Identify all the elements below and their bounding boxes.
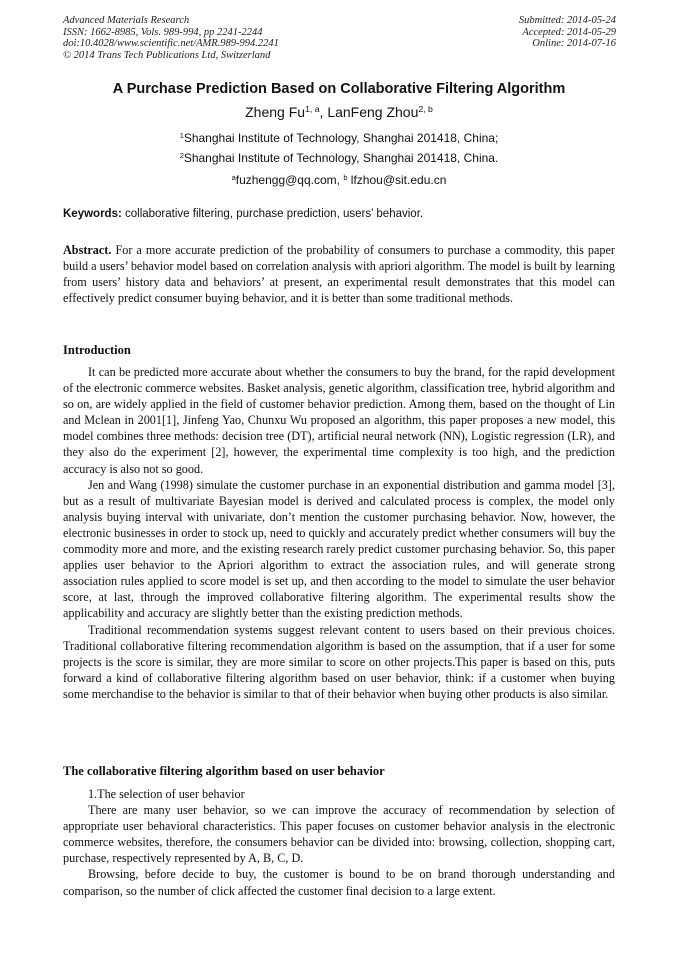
affiliation-2-text: Shanghai Institute of Technology, Shanghai 201418, China.	[183, 151, 499, 165]
doi: doi:10.4028/www.scientific.net/AMR.989-994.2241	[63, 38, 279, 49]
issn: ISSN: 1662-8985, Vols. 989-994, pp 2241-2244	[63, 26, 263, 38]
abstract-label: Abstract.	[63, 243, 112, 257]
author-separator: ,	[319, 104, 328, 120]
author-emails	[0, 173, 678, 187]
intro-paragraph-3: Traditional recommendation systems suggest relevant content to users based on their previous choices. Traditional collaborative filtering recommendation algorithm is based on the assumption, that if a user for some projects is the score is similar, they are more similar to score on other projects.This paper is based on this, puts forward a kind of collaborative filtering algorithm based on user behavior, think: if a customer when buying some merchandise to the behavior is similar to that of their behavior when buying other products is also similar.	[63, 622, 615, 701]
publication-dates	[519, 15, 616, 50]
journal-info	[63, 15, 279, 61]
introduction-body	[63, 364, 615, 702]
email-a-marker: a	[231, 172, 236, 182]
intro-paragraph-1: It can be predicted more accurate about whether the consumers to buy the brand, for the rapid development of the electronic commerce websites. Basket analysis, genetic algorithm, classification tree, hybrid algorithm and so on, are widely applied in the field of customer behavior prediction. Among them, based on the thought of Lin and Mclean in 2001[1], Jinfeng Yao, Chunxu Wu proposed an algorithm, this paper proposes a new model, this model combines three methods: decision tree (DT), artificial neural network (NN), Logistic regression (LR), and they also do the experiment [2], however, the experimental time complexity is too high, and the prediction accuracy is also not so good.	[63, 365, 615, 476]
author-2-affiliation: 2, b	[418, 104, 433, 115]
copyright: © 2014 Trans Tech Publications Ltd, Switzerland	[63, 49, 271, 61]
journal-name: Advanced Materials Research	[63, 15, 190, 26]
affiliation-2-number: 2	[179, 150, 184, 160]
cf-paragraph-2: Browsing, before decide to buy, the customer is bound to be on brand thorough understanding and comparison, so the number of click affected the customer final decision to a large extent.	[63, 867, 615, 898]
email-b: lfzhou@sit.edu.cn	[347, 173, 447, 187]
section-heading-introduction: Introduction	[63, 343, 131, 357]
affiliation-1	[0, 131, 678, 145]
online-date: Online: 2014-07-16	[532, 38, 616, 49]
keywords	[63, 208, 615, 220]
author-1: Zheng Fu	[245, 104, 306, 120]
intro-paragraph-2: Jen and Wang (1998) simulate the customer purchase in an exponential distribution and gamma model [3], but as a result of multivariate Bayesian model is derived and calculated process is complex, the model only analysis buying interval with univariate, don’t mention the customer purchasing behavior. Now, however, the electronic businesses in order to stock up, need to quickly and accurately predict whether consumers will buy the commodity more and more, and the existing research rarely predict customer purchasing behavior. So, this paper applies user behavior to the Apriori algorithm to extract the association rules, and will generate strong association rules applied to score model is set up, and then according to the model to simulate the user behavior score, at last, through the improved collaborative filtering algorithm. The experimental results show the applicability and accuracy are slightly better than the existing prediction methods.	[63, 477, 615, 621]
affiliation-1-text: Shanghai Institute of Technology, Shanghai 201418, China;	[183, 131, 499, 145]
keywords-text: collaborative filtering, purchase prediction, users’ behavior.	[121, 208, 424, 220]
keywords-label: Keywords:	[63, 208, 122, 220]
author-1-affiliation: 1, a	[305, 104, 320, 115]
cf-paragraph-1: There are many user behavior, so we can improve the accuracy of recommendation by selection of appropriate user behavioral characteristics. This paper focuses on customer behavior analysis in the electronic commerce websites, therefore, the consumers behavior can be divided into: browsing, collection, shopping cart, purchase, respectively represented by A, B, C, D.	[63, 803, 615, 866]
abstract-text: For a more accurate prediction of the probability of consumers to purchase a commodity, this paper build a users’ behavior model based on correlation analysis with apriori algorithm. The model is built by learning from users’ history data and behaviors’ at present, an experimental result demonstrates that this model can effectively predict consumer buying behavior, and it is better than some traditional methods.	[63, 243, 615, 306]
abstract	[63, 242, 615, 306]
affiliation-1-number: 1	[179, 130, 184, 140]
accepted-date: Accepted: 2014-05-29	[522, 26, 616, 38]
submitted-date: Submitted: 2014-05-24	[518, 15, 616, 26]
affiliation-2	[0, 151, 678, 165]
author-2: LanFeng Zhou	[327, 104, 419, 120]
collaborative-filtering-body	[63, 786, 615, 899]
email-b-marker: b	[343, 172, 348, 182]
email-a: fuzhengg@qq.com,	[235, 173, 344, 187]
author-list	[0, 104, 678, 120]
paper-title: A Purchase Prediction Based on Collaborative Filtering Algorithm	[112, 81, 566, 97]
section-heading-collaborative-filtering: The collaborative filtering algorithm based on user behavior	[63, 764, 385, 778]
subsection-heading: 1.The selection of user behavior	[88, 787, 245, 801]
